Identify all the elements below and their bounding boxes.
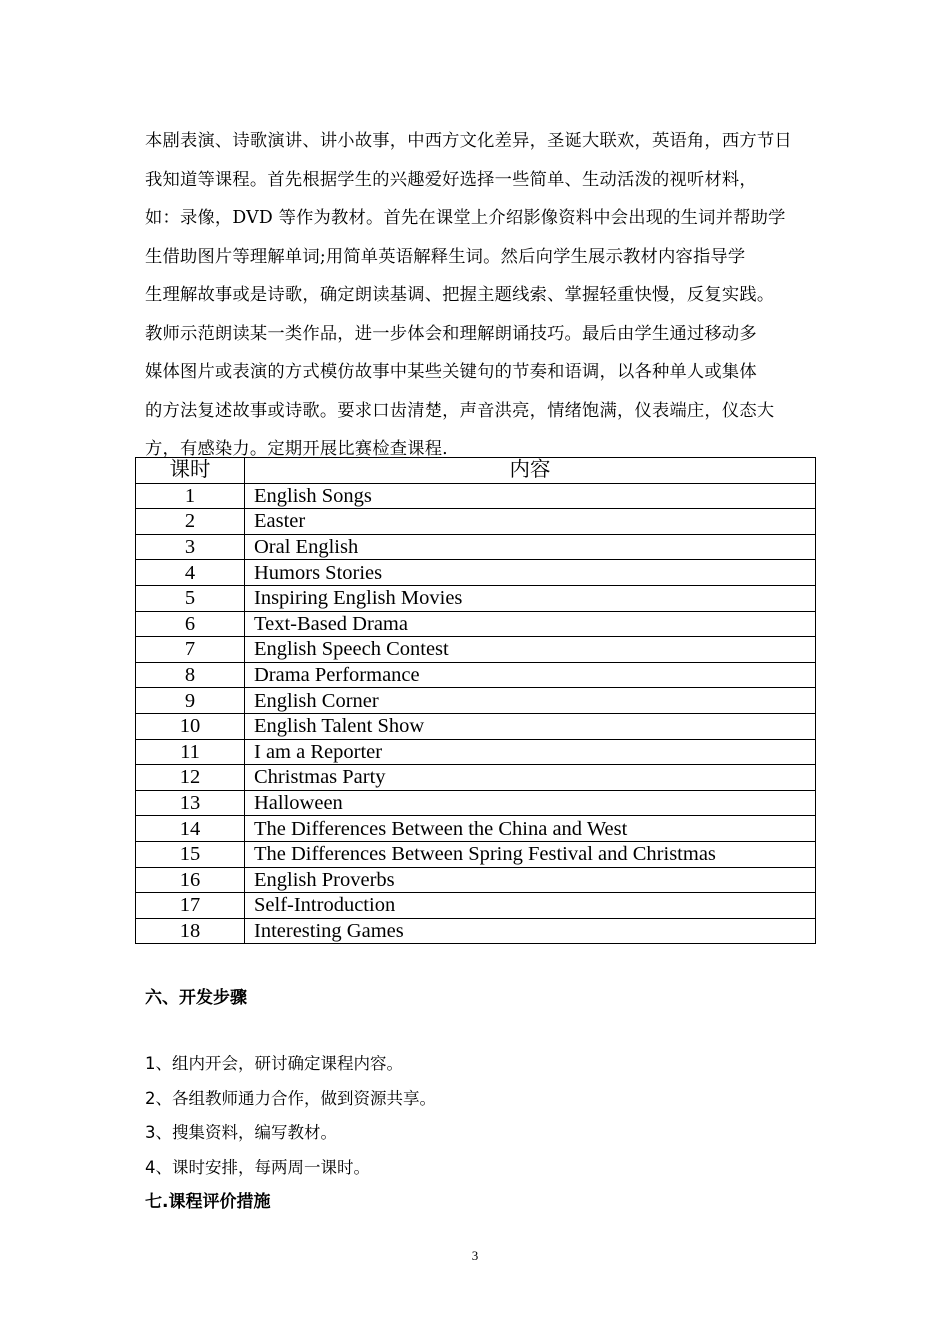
table-row — [136, 739, 816, 765]
table-row — [136, 713, 816, 739]
intro-line: 如：录像，DVD 等作为教材。首先在课堂上介绍影像资料中会出现的生词并帮助学 — [145, 208, 786, 228]
lesson-number-cell: 13 — [136, 790, 245, 816]
table-row — [136, 534, 816, 560]
table-row — [136, 893, 816, 919]
lesson-content-cell: English Talent Show — [245, 713, 816, 739]
section-6-title: 六、开发步骤 — [145, 988, 247, 1008]
intro-line: 生理解故事或是诗歌，确定朗读基调、把握主题线索、掌握轻重快慢，反复实践。 — [145, 285, 775, 305]
lesson-content-cell: The Differences Between the China and West — [245, 816, 816, 842]
intro-line: 方，有感染力。定期开展比赛检查课程. — [145, 439, 448, 459]
table-row — [136, 918, 816, 944]
lesson-number-cell: 3 — [136, 534, 245, 560]
lesson-content-cell: Drama Performance — [245, 662, 816, 688]
table-row — [136, 509, 816, 535]
lesson-content-cell: English Songs — [245, 483, 816, 509]
lesson-number-cell: 2 — [136, 509, 245, 535]
table-row — [136, 662, 816, 688]
intro-line: 本剧表演、诗歌演讲、讲小故事，中西方文化差异，圣诞大联欢，英语角，西方节日 — [145, 131, 792, 151]
table-row — [136, 483, 816, 509]
lesson-number-cell: 9 — [136, 688, 245, 714]
lesson-number-cell: 16 — [136, 867, 245, 893]
lesson-content-cell: Easter — [245, 509, 816, 535]
lesson-number-cell: 5 — [136, 585, 245, 611]
lesson-number-cell: 6 — [136, 611, 245, 637]
step-item: 4、课时安排，每两周一课时。 — [145, 1157, 370, 1177]
table-row — [136, 637, 816, 663]
step-item: 1、组内开会，研讨确定课程内容。 — [145, 1054, 403, 1073]
lesson-content-cell: I am a Reporter — [245, 739, 816, 765]
table-row — [136, 585, 816, 611]
lesson-number-cell: 15 — [136, 841, 245, 867]
header-content: 内容 — [245, 458, 816, 484]
lesson-number-cell: 7 — [136, 637, 245, 663]
lesson-content-cell: The Differences Between Spring Festival and Christmas — [245, 841, 816, 867]
intro-line: 的方法复述故事或诗歌。要求口齿清楚，声音洪亮，情绪饱满，仪表端庄，仪态大 — [145, 400, 775, 421]
table-row — [136, 688, 816, 714]
lesson-content-cell: English Proverbs — [245, 867, 816, 893]
table-header-row — [136, 458, 816, 484]
lesson-content-cell: Christmas Party — [245, 765, 816, 791]
lesson-number-cell: 8 — [136, 662, 245, 688]
lesson-number-cell: 14 — [136, 816, 245, 842]
intro-line: 教师示范朗读某一类作品，进一步体会和理解朗诵技巧。最后由学生通过移动多 — [145, 323, 757, 344]
lesson-number-cell: 12 — [136, 765, 245, 791]
step-item: 2、各组教师通力合作，做到资源共享。 — [145, 1088, 436, 1108]
table-body — [136, 483, 816, 944]
lesson-number-cell: 1 — [136, 483, 245, 509]
lesson-content-cell: Halloween — [245, 790, 816, 816]
table-row — [136, 560, 816, 586]
lesson-content-cell: Humors Stories — [245, 560, 816, 586]
lesson-number-cell: 4 — [136, 560, 245, 586]
step-item: 3、搜集资料，编写教材。 — [145, 1123, 337, 1142]
section-7-title: 七.课程评价措施 — [145, 1192, 271, 1212]
course-schedule-table — [135, 457, 816, 944]
lesson-content-cell: English Corner — [245, 688, 816, 714]
page-number: 3 — [471, 1248, 479, 1263]
table-row — [136, 816, 816, 842]
lesson-content-cell: Inspiring English Movies — [245, 585, 816, 611]
lesson-content-cell: Text-Based Drama — [245, 611, 816, 637]
table-row — [136, 765, 816, 791]
table-row — [136, 790, 816, 816]
lesson-content-cell: Self-Introduction — [245, 893, 816, 919]
lesson-content-cell: English Speech Contest — [245, 637, 816, 663]
header-lesson: 课时 — [136, 458, 245, 484]
lesson-content-cell: Interesting Games — [245, 918, 816, 944]
intro-line: 生借助图片等理解单词;用简单英语解释生词。然后向学生展示教材内容指导学 — [145, 246, 746, 267]
lesson-content-cell: Oral English — [245, 534, 816, 560]
table-row — [136, 841, 816, 867]
table-row — [136, 867, 816, 893]
development-steps — [145, 1047, 436, 1185]
table-row — [136, 611, 816, 637]
lesson-number-cell: 11 — [136, 739, 245, 765]
lesson-number-cell: 18 — [136, 918, 245, 944]
lesson-number-cell: 17 — [136, 893, 245, 919]
intro-paragraph — [145, 122, 810, 469]
lesson-number-cell: 10 — [136, 713, 245, 739]
intro-line: 我知道等课程。首先根据学生的兴趣爱好选择一些简单、生动活泼的视听材料， — [145, 169, 757, 190]
intro-line: 媒体图片或表演的方式模仿故事中某些关键句的节奏和语调，以各种单人或集体 — [145, 362, 757, 382]
